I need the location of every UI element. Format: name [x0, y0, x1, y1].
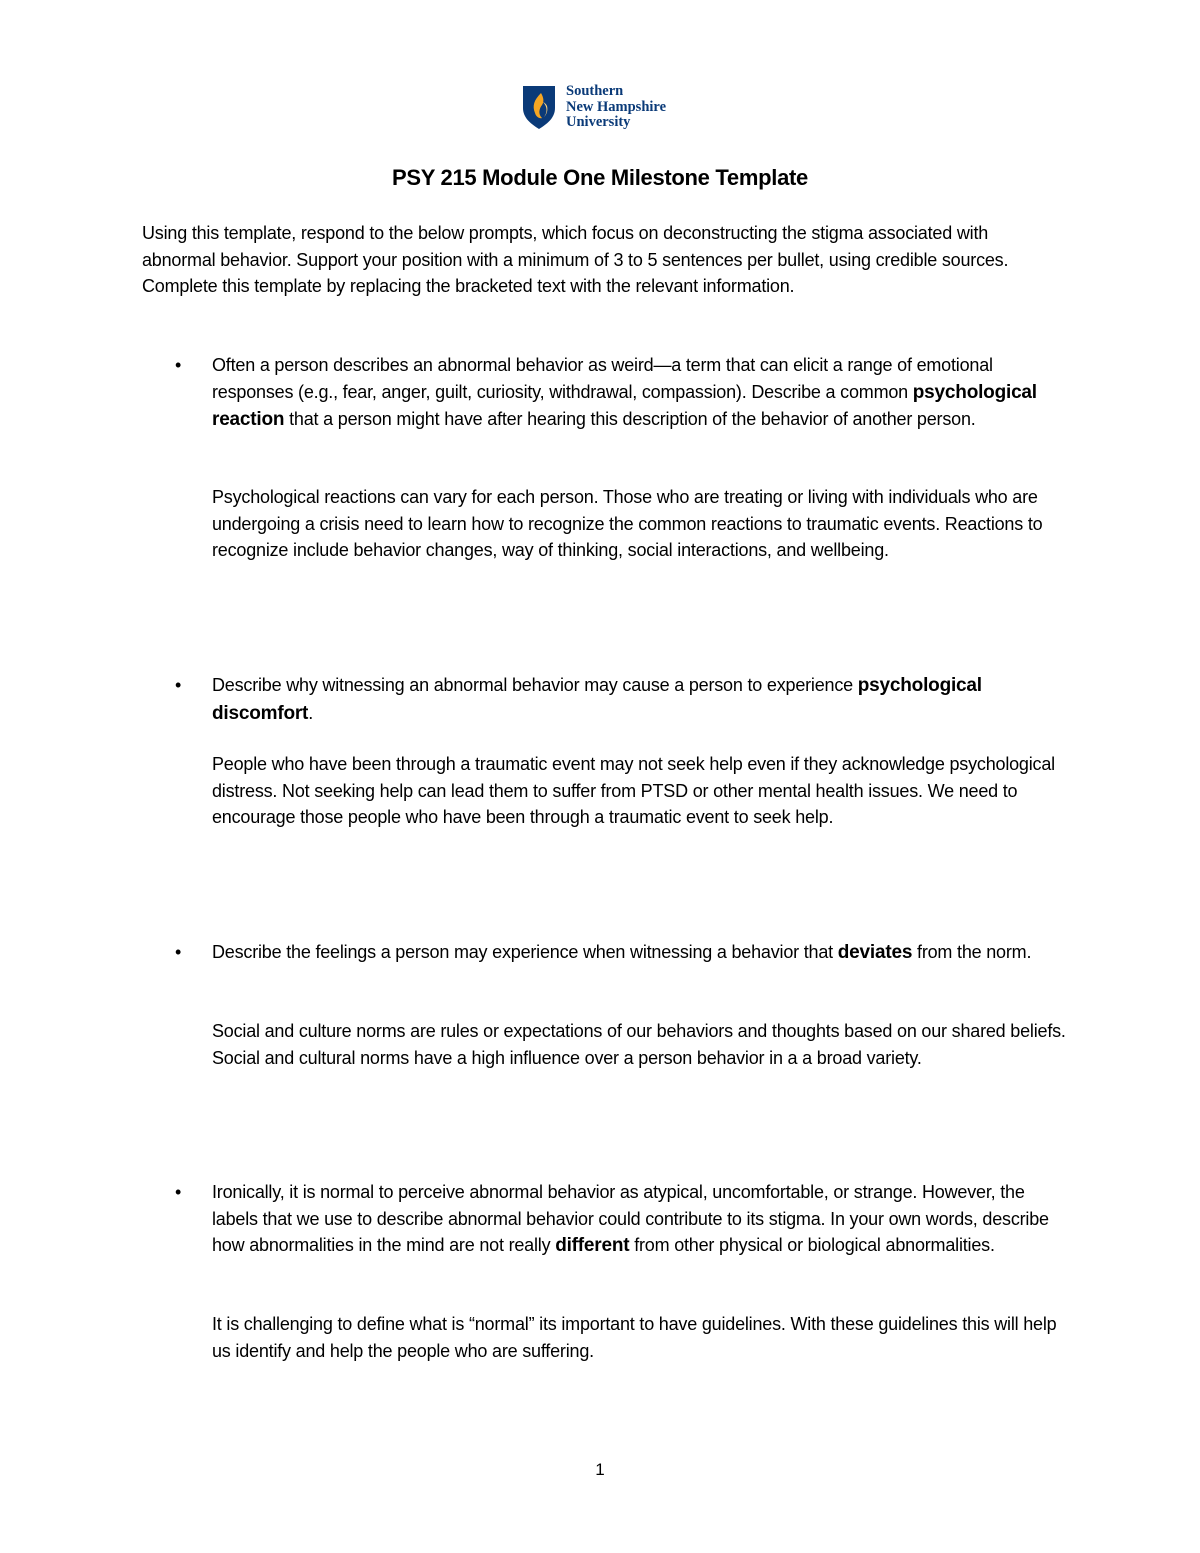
- answer-text: Psychological reactions can vary for each person. Those who are treating or living with individuals who are undergoing a crisis need to learn how to recognize the common reactions to traumatic events. Reactions to recognize include behavior changes, way of thinking, social interactions, and wellbeing.: [212, 487, 1043, 560]
- prompt-emphasis: psychological discomfort: [212, 675, 982, 724]
- page-number: 1: [595, 1460, 605, 1479]
- logo-line-2: New Hampshire: [566, 98, 667, 115]
- logo-line-3: University: [566, 114, 631, 130]
- prompt-text: Describe the feelings a person may experience when witnessing a behavior that deviates from the norm.: [212, 942, 1032, 963]
- logo-line-1: Southern: [566, 83, 624, 99]
- bullet-icon: •: [175, 355, 182, 375]
- answer-text: Social and culture norms are rules or expectations of our behaviors and thoughts based on our shared beliefs. Social and cultural norms have a high influence over a person behavior in a a broad variety.: [212, 1021, 1066, 1068]
- document-title: PSY 215 Module One Milestone Template: [392, 165, 808, 190]
- intro-paragraph: Using this template, respond to the below prompts, which focus on deconstructing the stigma associated with abnormal behavior. Support your position with a minimum of 3 to 5 sentences per bullet, using credible sources. Complete this template by replacing the bracketed text with the relevant information.: [142, 223, 1009, 296]
- prompt-text: Ironically, it is normal to perceive abnormal behavior as atypical, uncomfortable, or strange. However, the labels that we use to describe abnormal behavior could contribute to its stigma. In your own words, describe how abnormalities in the mind are not really different from other physical or biological abnormalities.: [212, 1182, 1049, 1256]
- prompt-text: Describe why witnessing an abnormal behavior may cause a person to experience psychological discomfort.: [212, 675, 982, 724]
- university-logo: [521, 84, 666, 131]
- shield-flame-icon: [521, 84, 557, 130]
- prompt-emphasis: different: [555, 1235, 630, 1256]
- prompt-emphasis: deviates: [837, 942, 913, 963]
- bullet-icon: •: [175, 675, 182, 695]
- bullet-icon: •: [175, 1182, 182, 1202]
- logo-wordmark: [566, 84, 666, 131]
- prompt-text: Often a person describes an abnormal behavior as weird—a term that can elicit a range of emotional responses (e.g., fear, anger, guilt, curiosity, withdrawal, compassion). Describe a common psychological reaction that a person might have after hearing this description of the behavior of another person.: [212, 355, 1037, 430]
- answer-text: People who have been through a traumatic event may not seek help even if they acknowledge psychological distress. Not seeking help can lead them to suffer from PTSD or other mental health issues. We need to encourage those people who have been through a traumatic event to seek help.: [212, 754, 1055, 827]
- bullet-icon: •: [175, 942, 182, 962]
- answer-text: It is challenging to define what is “normal” its important to have guidelines. With these guidelines this will help us identify and help the people who are suffering.: [212, 1314, 1057, 1361]
- prompt-emphasis: psychological reaction: [212, 381, 1037, 430]
